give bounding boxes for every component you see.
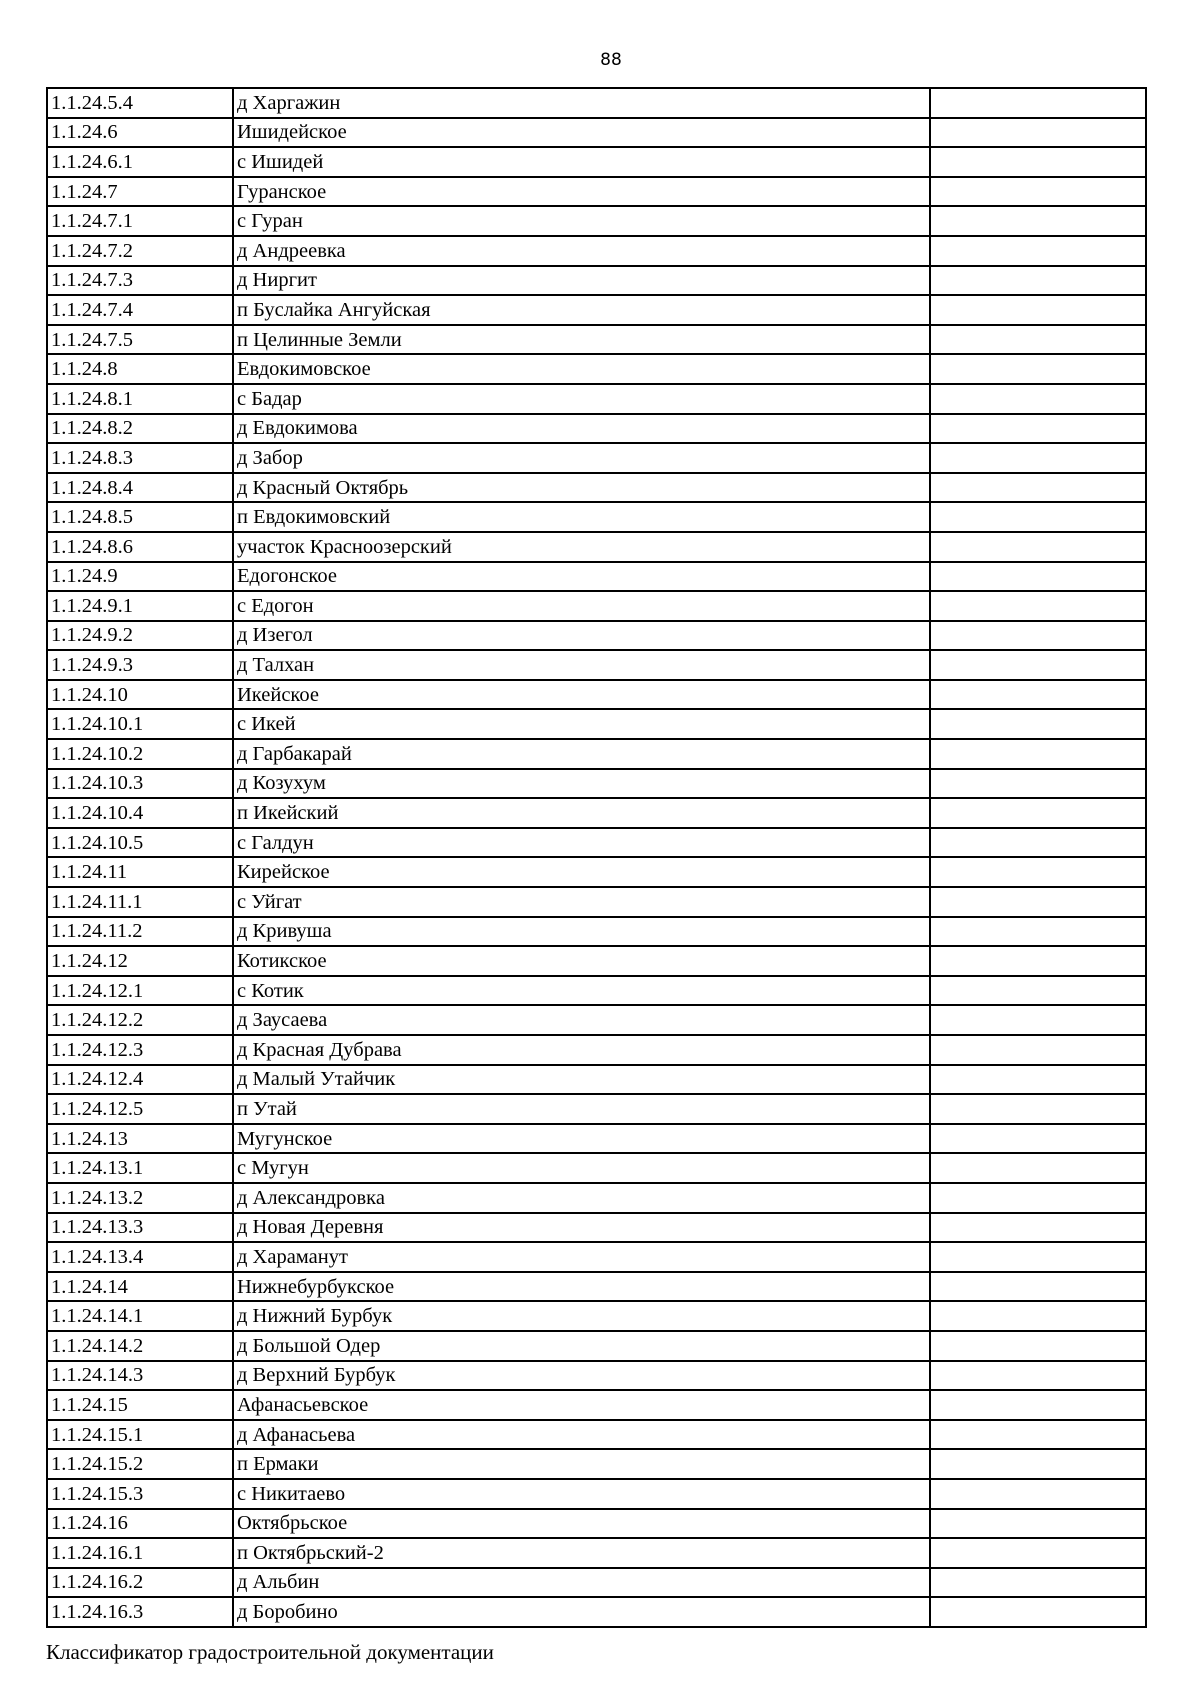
code-cell: 1.1.24.7.1 <box>47 206 233 236</box>
empty-cell <box>930 443 1146 473</box>
code-cell: 1.1.24.15.3 <box>47 1479 233 1509</box>
table-row <box>47 591 1146 621</box>
code-cell: 1.1.24.12.4 <box>47 1065 233 1095</box>
empty-cell <box>930 206 1146 236</box>
empty-cell <box>930 917 1146 947</box>
name-cell: Кирейское <box>233 857 930 887</box>
code-cell: 1.1.24.13.3 <box>47 1213 233 1243</box>
empty-cell <box>930 414 1146 444</box>
name-cell: д Александровка <box>233 1183 930 1213</box>
empty-cell <box>930 1479 1146 1509</box>
code-cell: 1.1.24.10 <box>47 680 233 710</box>
name-cell: п Ермаки <box>233 1449 930 1479</box>
code-cell: 1.1.24.15.2 <box>47 1449 233 1479</box>
name-cell: п Буслайка Ангуйская <box>233 295 930 325</box>
empty-cell <box>930 680 1146 710</box>
code-cell: 1.1.24.5.4 <box>47 88 233 118</box>
name-cell: д Забор <box>233 443 930 473</box>
name-cell: д Талхан <box>233 650 930 680</box>
empty-cell <box>930 562 1146 592</box>
code-cell: 1.1.24.8 <box>47 354 233 384</box>
code-cell: 1.1.24.13.2 <box>47 1183 233 1213</box>
empty-cell <box>930 1597 1146 1627</box>
empty-cell <box>930 857 1146 887</box>
code-cell: 1.1.24.7.4 <box>47 295 233 325</box>
name-cell: с Никитаево <box>233 1479 930 1509</box>
name-cell: д Нижний Бурбук <box>233 1301 930 1331</box>
empty-cell <box>930 88 1146 118</box>
table-row <box>47 1479 1146 1509</box>
table-row <box>47 709 1146 739</box>
table-row <box>47 976 1146 1006</box>
table-row <box>47 1509 1146 1539</box>
empty-cell <box>930 325 1146 355</box>
empty-cell <box>930 828 1146 858</box>
name-cell: д Новая Деревня <box>233 1213 930 1243</box>
table-row <box>47 887 1146 917</box>
name-cell: д Харгажин <box>233 88 930 118</box>
code-cell: 1.1.24.14.1 <box>47 1301 233 1331</box>
name-cell: Ишидейское <box>233 118 930 148</box>
empty-cell <box>930 621 1146 651</box>
code-cell: 1.1.24.10.1 <box>47 709 233 739</box>
table-row <box>47 1568 1146 1598</box>
code-cell: 1.1.24.7.3 <box>47 266 233 296</box>
code-cell: 1.1.24.7 <box>47 177 233 207</box>
code-cell: 1.1.24.15 <box>47 1390 233 1420</box>
code-cell: 1.1.24.7.5 <box>47 325 233 355</box>
code-cell: 1.1.24.8.1 <box>47 384 233 414</box>
code-cell: 1.1.24.14 <box>47 1272 233 1302</box>
table-row <box>47 946 1146 976</box>
table-row <box>47 88 1146 118</box>
name-cell: д Красная Дубрава <box>233 1035 930 1065</box>
empty-cell <box>930 1094 1146 1124</box>
table-row <box>47 295 1146 325</box>
name-cell: п Октябрьский-2 <box>233 1538 930 1568</box>
code-cell: 1.1.24.14.3 <box>47 1361 233 1391</box>
name-cell: Мугунское <box>233 1124 930 1154</box>
code-cell: 1.1.24.11.2 <box>47 917 233 947</box>
table-row <box>47 680 1146 710</box>
table-row <box>47 147 1146 177</box>
empty-cell <box>930 118 1146 148</box>
table-row <box>47 857 1146 887</box>
name-cell: д Ниргит <box>233 266 930 296</box>
name-cell: д Альбин <box>233 1568 930 1598</box>
empty-cell <box>930 650 1146 680</box>
code-cell: 1.1.24.15.1 <box>47 1420 233 1450</box>
code-cell: 1.1.24.8.2 <box>47 414 233 444</box>
empty-cell <box>930 1449 1146 1479</box>
name-cell: с Галдун <box>233 828 930 858</box>
empty-cell <box>930 591 1146 621</box>
classifier-table-body <box>47 88 1146 1627</box>
code-cell: 1.1.24.10.4 <box>47 798 233 828</box>
table-row <box>47 798 1146 828</box>
code-cell: 1.1.24.12 <box>47 946 233 976</box>
table-row <box>47 739 1146 769</box>
name-cell: участок Красноозерский <box>233 532 930 562</box>
name-cell: п Евдокимовский <box>233 502 930 532</box>
name-cell: д Хараманут <box>233 1242 930 1272</box>
empty-cell <box>930 1361 1146 1391</box>
empty-cell <box>930 1509 1146 1539</box>
name-cell: д Боробино <box>233 1597 930 1627</box>
code-cell: 1.1.24.14.2 <box>47 1331 233 1361</box>
empty-cell <box>930 502 1146 532</box>
code-cell: 1.1.24.13.1 <box>47 1153 233 1183</box>
page-number: 88 <box>600 50 622 70</box>
empty-cell <box>930 266 1146 296</box>
name-cell: д Козухум <box>233 769 930 799</box>
table-row <box>47 1301 1146 1331</box>
table-row <box>47 1005 1146 1035</box>
classifier-table <box>46 87 1147 1628</box>
empty-cell <box>930 236 1146 266</box>
table-row <box>47 1035 1146 1065</box>
name-cell: д Красный Октябрь <box>233 473 930 503</box>
table-row <box>47 917 1146 947</box>
code-cell: 1.1.24.8.5 <box>47 502 233 532</box>
name-cell: Нижнебурбукское <box>233 1272 930 1302</box>
name-cell: с Ишидей <box>233 147 930 177</box>
empty-cell <box>930 1153 1146 1183</box>
table-row <box>47 828 1146 858</box>
name-cell: Котикское <box>233 946 930 976</box>
empty-cell <box>930 1301 1146 1331</box>
name-cell: с Икей <box>233 709 930 739</box>
table-row <box>47 1331 1146 1361</box>
name-cell: д Андреевка <box>233 236 930 266</box>
table-row <box>47 1449 1146 1479</box>
empty-cell <box>930 1124 1146 1154</box>
empty-cell <box>930 1390 1146 1420</box>
name-cell: Октябрьское <box>233 1509 930 1539</box>
table-row <box>47 502 1146 532</box>
code-cell: 1.1.24.12.5 <box>47 1094 233 1124</box>
name-cell: с Едогон <box>233 591 930 621</box>
table-row <box>47 650 1146 680</box>
name-cell: д Верхний Бурбук <box>233 1361 930 1391</box>
table-row <box>47 325 1146 355</box>
table-row <box>47 473 1146 503</box>
code-cell: 1.1.24.8.6 <box>47 532 233 562</box>
code-cell: 1.1.24.6.1 <box>47 147 233 177</box>
code-cell: 1.1.24.9.1 <box>47 591 233 621</box>
table-row <box>47 1153 1146 1183</box>
empty-cell <box>930 976 1146 1006</box>
code-cell: 1.1.24.8.3 <box>47 443 233 473</box>
table-row <box>47 118 1146 148</box>
table-row <box>47 266 1146 296</box>
name-cell: п Целинные Земли <box>233 325 930 355</box>
table-row <box>47 562 1146 592</box>
code-cell: 1.1.24.13 <box>47 1124 233 1154</box>
code-cell: 1.1.24.11 <box>47 857 233 887</box>
table-row <box>47 443 1146 473</box>
name-cell: Афанасьевское <box>233 1390 930 1420</box>
table-row <box>47 177 1146 207</box>
empty-cell <box>930 1568 1146 1598</box>
table-row <box>47 769 1146 799</box>
name-cell: д Изегол <box>233 621 930 651</box>
table-row <box>47 354 1146 384</box>
code-cell: 1.1.24.16.3 <box>47 1597 233 1627</box>
name-cell: д Евдокимова <box>233 414 930 444</box>
empty-cell <box>930 739 1146 769</box>
code-cell: 1.1.24.8.4 <box>47 473 233 503</box>
table-row <box>47 1065 1146 1095</box>
table-row <box>47 414 1146 444</box>
code-cell: 1.1.24.16 <box>47 1509 233 1539</box>
name-cell: д Афанасьева <box>233 1420 930 1450</box>
empty-cell <box>930 769 1146 799</box>
name-cell: с Уйгат <box>233 887 930 917</box>
empty-cell <box>930 798 1146 828</box>
table-row <box>47 1242 1146 1272</box>
empty-cell <box>930 147 1146 177</box>
code-cell: 1.1.24.6 <box>47 118 233 148</box>
code-cell: 1.1.24.9.3 <box>47 650 233 680</box>
empty-cell <box>930 384 1146 414</box>
table-row <box>47 1183 1146 1213</box>
table-row <box>47 236 1146 266</box>
table-row <box>47 1272 1146 1302</box>
table-row <box>47 384 1146 414</box>
table-row <box>47 621 1146 651</box>
code-cell: 1.1.24.10.5 <box>47 828 233 858</box>
empty-cell <box>930 354 1146 384</box>
name-cell: п Утай <box>233 1094 930 1124</box>
name-cell: д Большой Одер <box>233 1331 930 1361</box>
name-cell: д Кривуша <box>233 917 930 947</box>
empty-cell <box>930 177 1146 207</box>
name-cell: д Малый Утайчик <box>233 1065 930 1095</box>
table-row <box>47 1390 1146 1420</box>
table-row <box>47 1361 1146 1391</box>
name-cell: с Гуран <box>233 206 930 236</box>
empty-cell <box>930 1005 1146 1035</box>
name-cell: Евдокимовское <box>233 354 930 384</box>
name-cell: с Мугун <box>233 1153 930 1183</box>
empty-cell <box>930 1065 1146 1095</box>
code-cell: 1.1.24.11.1 <box>47 887 233 917</box>
table-row <box>47 1094 1146 1124</box>
document-footer: Классификатор градостроительной документации <box>46 1640 494 1664</box>
code-cell: 1.1.24.12.1 <box>47 976 233 1006</box>
empty-cell <box>930 473 1146 503</box>
empty-cell <box>930 1538 1146 1568</box>
code-cell: 1.1.24.9 <box>47 562 233 592</box>
name-cell: д Гарбакарай <box>233 739 930 769</box>
table-row <box>47 1420 1146 1450</box>
table-row <box>47 1124 1146 1154</box>
name-cell: д Заусаева <box>233 1005 930 1035</box>
code-cell: 1.1.24.10.2 <box>47 739 233 769</box>
code-cell: 1.1.24.7.2 <box>47 236 233 266</box>
code-cell: 1.1.24.16.1 <box>47 1538 233 1568</box>
table-row <box>47 1597 1146 1627</box>
code-cell: 1.1.24.12.2 <box>47 1005 233 1035</box>
empty-cell <box>930 295 1146 325</box>
empty-cell <box>930 946 1146 976</box>
code-cell: 1.1.24.12.3 <box>47 1035 233 1065</box>
empty-cell <box>930 1035 1146 1065</box>
empty-cell <box>930 1420 1146 1450</box>
table-row <box>47 1213 1146 1243</box>
empty-cell <box>930 709 1146 739</box>
code-cell: 1.1.24.9.2 <box>47 621 233 651</box>
empty-cell <box>930 1183 1146 1213</box>
name-cell: Гуранское <box>233 177 930 207</box>
empty-cell <box>930 1242 1146 1272</box>
empty-cell <box>930 1331 1146 1361</box>
empty-cell <box>930 887 1146 917</box>
empty-cell <box>930 532 1146 562</box>
name-cell: Икейское <box>233 680 930 710</box>
code-cell: 1.1.24.10.3 <box>47 769 233 799</box>
empty-cell <box>930 1272 1146 1302</box>
name-cell: п Икейский <box>233 798 930 828</box>
table-row <box>47 206 1146 236</box>
table-row <box>47 532 1146 562</box>
empty-cell <box>930 1213 1146 1243</box>
table-row <box>47 1538 1146 1568</box>
name-cell: с Котик <box>233 976 930 1006</box>
code-cell: 1.1.24.16.2 <box>47 1568 233 1598</box>
code-cell: 1.1.24.13.4 <box>47 1242 233 1272</box>
name-cell: Едогонское <box>233 562 930 592</box>
name-cell: с Бадар <box>233 384 930 414</box>
